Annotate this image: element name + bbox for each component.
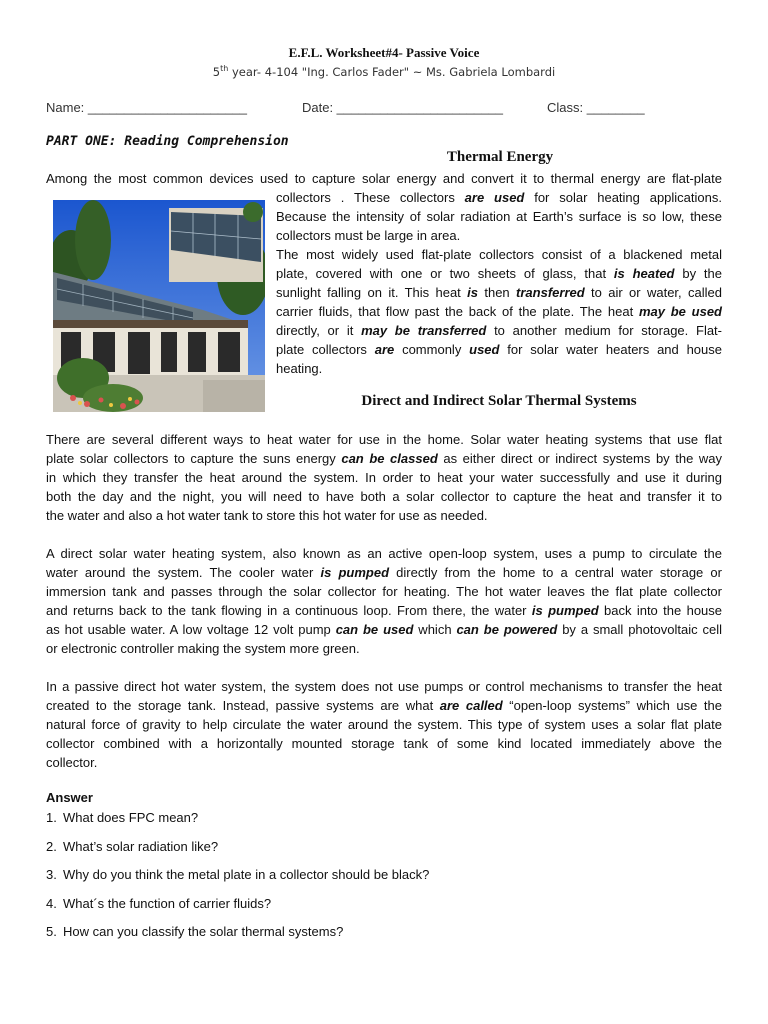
text-line: carrier fluids, that flow past the back of the plate. The heat may be used	[276, 304, 722, 319]
text-line: The most widely used flat-plate collectors consist of a blackened metal	[276, 247, 722, 262]
passive-verb: is pumped	[320, 565, 390, 580]
text-line: In a passive direct hot water system, the system does not use pumps or control mechanisms to transfer the heat	[46, 679, 722, 694]
name-field[interactable]: Name: ______________________	[46, 100, 247, 115]
question-number: 5.	[46, 924, 57, 939]
question-item	[46, 865, 429, 894]
question-number: 2.	[46, 838, 57, 854]
solar-house-photo	[53, 200, 265, 412]
passive-verb: can be used	[335, 622, 414, 637]
text-line: or electronic controller making the system more green.	[46, 641, 360, 656]
thermal-energy-paragraph	[276, 188, 722, 378]
question-text: Why do you think the metal plate in a collector should be black?	[63, 867, 430, 882]
text-line: created to the storage tank. Instead, passive systems are what are called “open-loop systems” which use the	[46, 698, 722, 713]
passive-verb: are used	[464, 190, 525, 205]
text-line: Among the most common devices used to capture solar energy and convert it to thermal energy are flat-plate	[46, 171, 722, 186]
question-text: What´s the function of carrier fluids?	[63, 895, 272, 911]
passive-verb: may be transferred	[361, 323, 487, 338]
systems-paragraph-2	[46, 544, 722, 658]
text-line: sunlight falling on it. This heat is then transferred to air or water, called	[276, 285, 722, 300]
passive-verb: may be used	[638, 304, 722, 319]
text-line: the water and also a hot water tank to store this hot water for use as needed.	[46, 508, 488, 523]
text-line: immersion tank and passes through the solar collector for heating. The hot water leaves the flat plate collector	[46, 584, 722, 599]
class-field[interactable]: Class: ________	[547, 100, 645, 115]
passive-verb: can be powered	[456, 622, 558, 637]
question-number: 3.	[46, 867, 57, 882]
question-text: What does FPC mean?	[63, 810, 199, 825]
text-line: heating.	[276, 361, 323, 376]
question-text: What’s solar radiation like?	[63, 838, 219, 854]
passive-verb: are called	[439, 698, 503, 713]
question-item	[46, 894, 429, 923]
question-item	[46, 922, 429, 951]
text-line: collectors must be large in area.	[276, 228, 461, 243]
question-text: How can you classify the solar thermal systems?	[63, 924, 344, 939]
text-line: A direct solar water heating system, also known as an active open-loop system, uses a pump to circulate the	[46, 546, 722, 561]
text-line: water around the system. The cooler water is pumped directly from the home to a central water storage or	[46, 565, 722, 580]
question-number: 4.	[46, 895, 57, 911]
subtitle-text: 5th year- 4-104 "Ing. Carlos Fader" ~ Ms. Gabriela Lombardi	[212, 64, 556, 79]
text-line: as hot usable water. A low voltage 12 volt pump can be used which can be powered by a small photovoltaic cell	[46, 622, 722, 637]
solar-systems-heading: Direct and Indirect Solar Thermal Systems	[361, 393, 637, 409]
answer-label: Answer	[46, 790, 93, 805]
part-one-heading: PART ONE: Reading Comprehension	[46, 134, 289, 149]
question-number: 1.	[46, 810, 57, 825]
passive-verb: is heated	[613, 266, 675, 281]
passive-verb: used	[469, 342, 500, 357]
date-field[interactable]: Date: _______________________	[302, 100, 503, 115]
systems-paragraph-3	[46, 677, 722, 772]
passive-verb: transferred	[516, 285, 585, 300]
text-line: plate collectors are commonly used for solar water heaters and house	[276, 342, 722, 357]
text-line: collector combined with a horizontally mounted storage tank of some kind located immediately above the	[46, 736, 722, 751]
question-list	[46, 808, 429, 951]
text-line: plate, covered with one or two sheets of glass, that is heated by the	[276, 266, 722, 281]
intro-first-line	[46, 169, 722, 188]
text-line: collectors . These collectors are used for solar heating applications.	[276, 190, 722, 205]
passive-verb: is	[467, 285, 478, 300]
question-item	[46, 808, 429, 837]
text-line: both the day and the night, you will need to have both a solar collector to capture the heat and transfer it to	[46, 489, 722, 504]
passive-verb: can be classed	[341, 451, 438, 466]
text-line: natural force of gravity to help circulate the water around the system. This type of system uses a solar flat plate	[46, 717, 722, 732]
text-line: collector.	[46, 755, 98, 770]
passive-verb: is pumped	[531, 603, 599, 618]
question-item	[46, 837, 429, 866]
text-line: Because the intensity of solar radiation at Earth’s surface is so low, these	[276, 209, 722, 224]
text-line: There are several different ways to heat water for use in the home. Solar water heating systems that use flat	[46, 432, 722, 447]
text-line: plate solar collectors to capture the suns energy can be classed as either direct or indirect systems by the way	[46, 451, 723, 466]
text-line: and returns back to the tank flowing in a continuous loop. From there, the water is pumped back into the house	[46, 603, 723, 618]
passive-verb: are	[374, 342, 395, 357]
text-line: in which they transfer the heat around the system. In order to heat your water successfully and use it during	[46, 470, 722, 485]
worksheet-subtitle	[0, 64, 768, 79]
worksheet-title: E.F.L. Worksheet#4- Passive Voice	[288, 45, 480, 60]
systems-paragraph-1	[46, 430, 722, 525]
thermal-energy-heading: Thermal Energy	[446, 149, 554, 165]
text-line: directly, or it may be transferred to another medium for storage. Flat-	[276, 323, 723, 338]
